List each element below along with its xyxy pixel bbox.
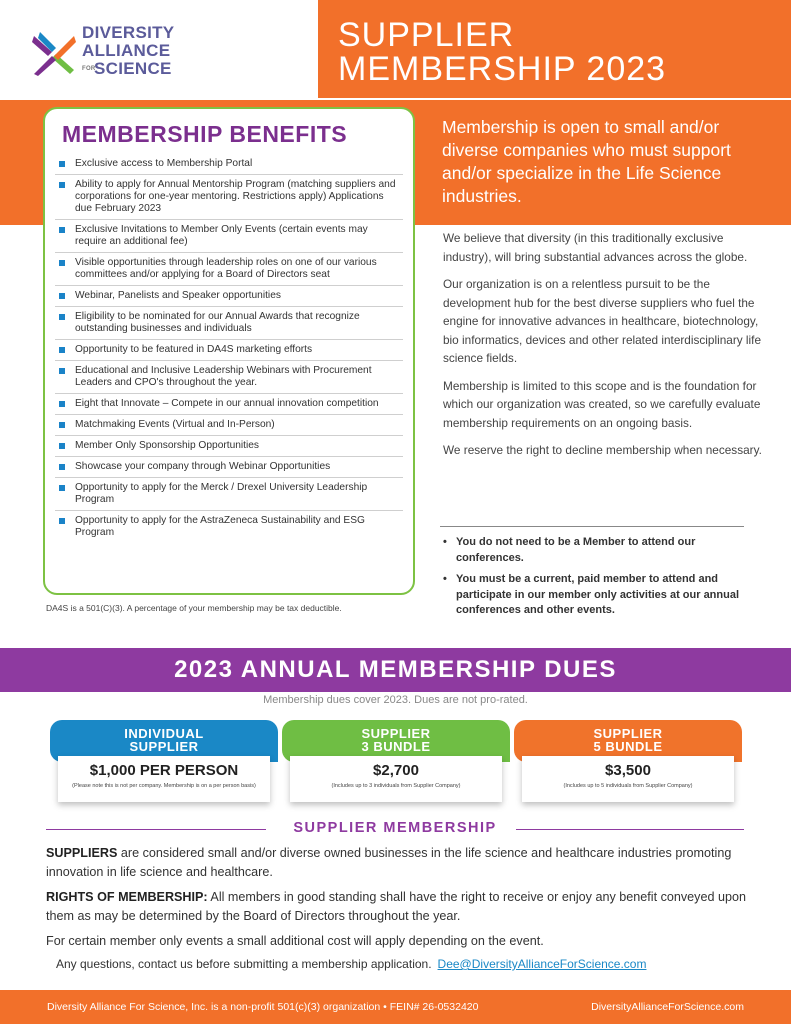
supplier-heading-row xyxy=(46,820,744,840)
notes-list xyxy=(443,535,743,625)
paragraph: SUPPLIERS are considered small and/or diverse owned businesses in the life science and healthcare industries promoting innovation in life science and healthcare. xyxy=(46,846,732,879)
paragraph: Our organization is on a relentless pursuit to be the development hub for the best diverse suppliers who fuel the engine for innovative advances in healthcare, biotechnology, bio informatics, devices and other related interdisciplinary life science fields. xyxy=(443,277,762,365)
list-item: Matchmaking Events (Virtual and In-Person) xyxy=(55,415,403,436)
supplier-text xyxy=(46,844,746,958)
paragraph: For certain member only events a small additional cost will apply depending on the event. xyxy=(46,934,544,948)
bullet-icon xyxy=(59,347,65,353)
card-tab: SUPPLIER 5 BUNDLE xyxy=(514,720,742,762)
tax-note: DA4S is a 501(C)(3). A percentage of your membership may be tax deductible. xyxy=(46,603,342,613)
bullet-icon xyxy=(59,227,65,233)
logo-for: FOR xyxy=(82,66,96,73)
card-note: (Includes up to 5 individuals from Supplier Company) xyxy=(563,783,693,789)
list-item: Opportunity to apply for the Merck / Drexel University Leadership Program xyxy=(55,478,403,511)
paragraph: RIGHTS OF MEMBERSHIP: All members in good standing shall have the right to receive or enjoy any benefit conveyed upon them as may be determined by the Board of Directors throughout the year. xyxy=(46,890,746,923)
dues-subtitle: Membership dues cover 2023. Dues are not pro-rated. xyxy=(263,694,528,706)
header xyxy=(0,0,791,100)
list-item: Visible opportunities through leadership roles on one of our various committees and/or applying for a Board of Directors seat xyxy=(55,253,403,286)
title-line1: SUPPLIER xyxy=(338,16,515,54)
title-line2: MEMBERSHIP 2023 xyxy=(338,50,667,88)
heading-rule-right xyxy=(516,829,744,830)
list-item: Opportunity to apply for the AstraZeneca Sustainability and ESG Program xyxy=(55,511,403,543)
list-item: Opportunity to be featured in DA4S marketing efforts xyxy=(55,340,403,361)
benefits-list xyxy=(55,154,403,543)
bullet-icon xyxy=(59,368,65,374)
list-item: Showcase your company through Webinar Opportunities xyxy=(55,457,403,478)
bullet-icon xyxy=(59,443,65,449)
list-item: Webinar, Panelists and Speaker opportunities xyxy=(55,286,403,307)
list-item: Exclusive Invitations to Member Only Events (certain events may require an additional fee) xyxy=(55,220,403,253)
email-link[interactable]: Dee@DiversityAllianceForScience.com xyxy=(437,957,647,971)
card-price: $3,500 xyxy=(605,762,651,779)
card-body xyxy=(58,756,270,802)
title-banner xyxy=(318,0,791,98)
bullet-icon xyxy=(59,260,65,266)
pricing-card-individual xyxy=(50,720,278,802)
note-item: • You must be a current, paid member to attend and participate in our member only activities at our annual conferences and other events. xyxy=(443,572,743,619)
logo-line2: ALLIANCE xyxy=(82,41,171,60)
about-text xyxy=(443,229,773,469)
card-tab: SUPPLIER 3 BUNDLE xyxy=(282,720,510,762)
contact-line xyxy=(56,957,646,971)
card-price: $1,000 PER PERSON xyxy=(89,762,239,779)
supplier-heading: SUPPLIER MEMBERSHIP xyxy=(293,820,497,836)
paragraph: We reserve the right to decline membership when necessary. xyxy=(443,443,762,457)
logo-line1: DIVERSITY xyxy=(82,23,175,42)
logo-line3: SCIENCE xyxy=(94,59,172,78)
benefits-heading: MEMBERSHIP BENEFITS xyxy=(62,121,348,147)
bullet-icon xyxy=(59,401,65,407)
footer-org-info: Diversity Alliance For Science, Inc. is a non-profit 501(c)(3) organization • FEIN# 26-0532420 xyxy=(47,1001,479,1013)
footer xyxy=(0,990,791,1024)
bullet-icon xyxy=(59,485,65,491)
bullet-icon xyxy=(59,161,65,167)
list-item: Exclusive access to Membership Portal xyxy=(55,154,403,175)
benefits-box xyxy=(43,107,415,595)
footer-website-link[interactable]: DiversityAllianceForScience.com xyxy=(591,1001,744,1013)
pricing-card-3-bundle xyxy=(282,720,510,802)
list-item: Eight that Innovate – Compete in our annual innovation competition xyxy=(55,394,403,415)
note-item: • You do not need to be a Member to attend our conferences. xyxy=(443,535,743,566)
bullet-icon xyxy=(59,182,65,188)
list-item: Educational and Inclusive Leadership Webinars with Procurement Leaders and CPO's throughout the year. xyxy=(55,361,403,394)
bullet-icon xyxy=(59,314,65,320)
bullet-icon xyxy=(59,422,65,428)
paragraph: We believe that diversity (in this traditionally exclusive industry), will bring substantial advances across the globe. xyxy=(443,231,748,264)
list-item: Member Only Sponsorship Opportunities xyxy=(55,436,403,457)
divider xyxy=(440,526,744,527)
intro-text: Membership is open to small and/or diverse companies who must support and/or specialize in the Life Science industries. xyxy=(442,117,731,206)
logo xyxy=(30,22,200,84)
card-body xyxy=(522,756,734,802)
bullet-icon xyxy=(59,464,65,470)
card-tab: INDIVIDUAL SUPPLIER xyxy=(50,720,278,762)
bullet-icon xyxy=(59,518,65,524)
dues-heading: 2023 ANNUAL MEMBERSHIP DUES xyxy=(0,648,791,692)
contact-text: Any questions, contact us before submitting a membership application. xyxy=(56,957,432,971)
pricing-card-5-bundle xyxy=(514,720,742,802)
logo-mark-icon xyxy=(30,30,78,78)
card-note: (Includes up to 3 individuals from Supplier Company) xyxy=(331,783,461,789)
list-item: Ability to apply for Annual Mentorship Program (matching suppliers and corporations for one-year mentoring. Restrictions apply) Applications due February 2023 xyxy=(55,175,403,220)
logo-text xyxy=(82,24,174,78)
bullet-icon xyxy=(59,293,65,299)
paragraph: Membership is limited to this scope and is the foundation for which our organization was created, so we carefully evaluate membership requirements on an ongoing basis. xyxy=(443,378,761,430)
card-body xyxy=(290,756,502,802)
card-price: $2,700 xyxy=(373,762,419,779)
list-item: Eligibility to be nominated for our Annual Awards that recognize outstanding businesses and individuals xyxy=(55,307,403,340)
card-note: (Please note this is not per company. Membership is on a per person basis) xyxy=(72,783,256,789)
